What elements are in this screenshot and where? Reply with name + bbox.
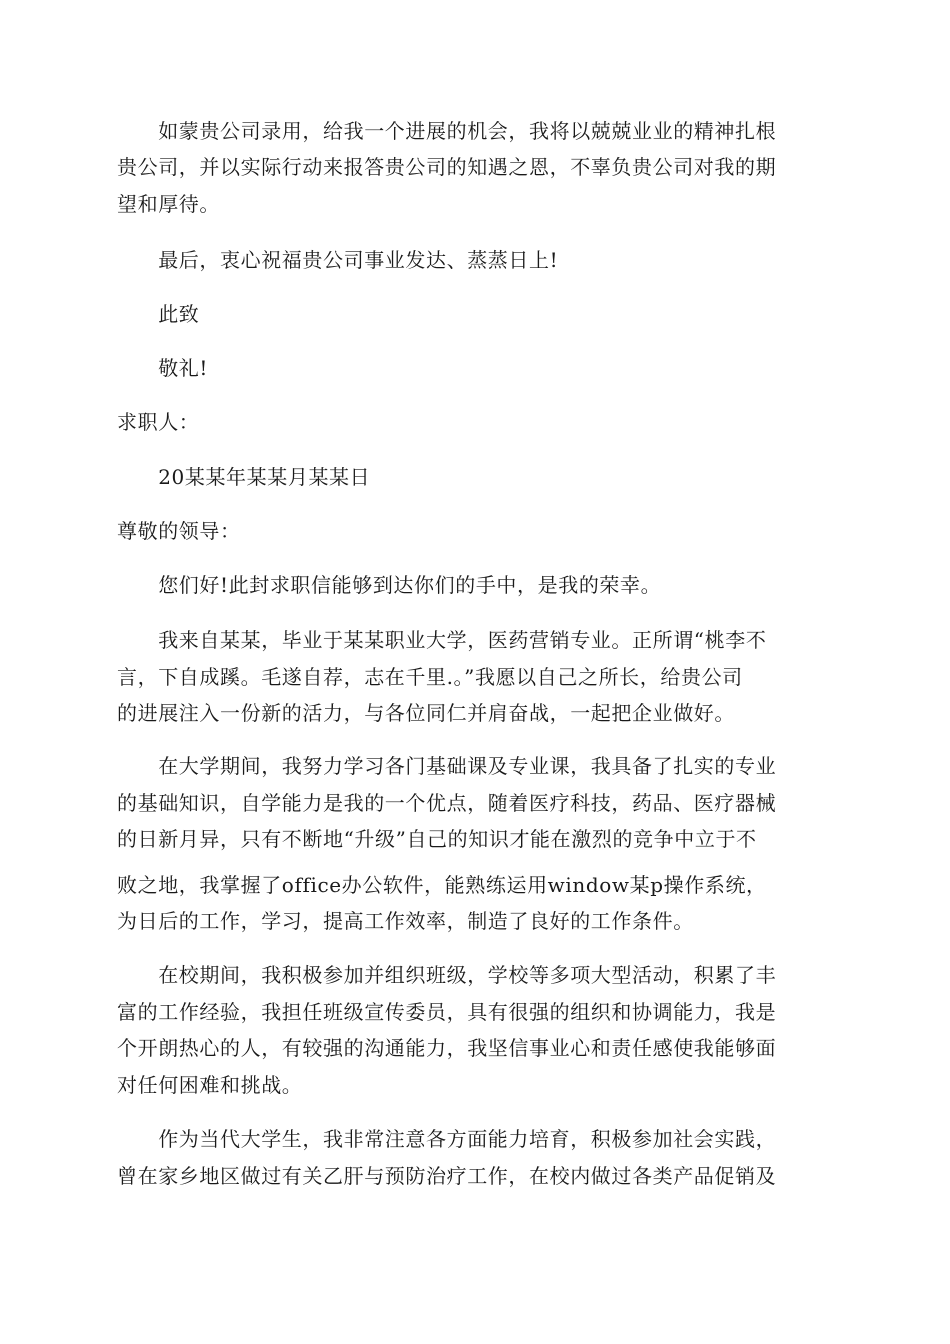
- text-line: 在校期间，我积极参加并组织班级，学校等多项大型活动，积累了丰: [117, 963, 777, 987]
- text-line: 我来自某某，毕业于某某职业大学，医药营销专业。正所谓“桃李不: [117, 628, 767, 652]
- text-line: 对任何困难和挑战。: [117, 1073, 303, 1097]
- text-line: 个开朗热心的人，有较强的沟通能力，我坚信事业心和责任感使我能够面: [117, 1036, 777, 1060]
- text-line: 望和厚待。: [117, 192, 220, 216]
- text-line: 作为当代大学生，我非常注意各方面能力培育，积极参加社会实践，: [117, 1127, 777, 1151]
- text-line: 20某某年某某月某某日: [117, 465, 371, 489]
- text-line: 最后，衷心祝福贵公司事业发达、蒸蒸日上!: [117, 248, 559, 272]
- text-line: 敬礼!: [117, 356, 209, 380]
- text-line: 的日新月异，只有不断地“升级”自己的知识才能在激烈的竞争中立于不: [117, 827, 757, 851]
- text-line: 的基础知识，自学能力是我的一个优点，随着医疗科技，药品、医疗器械: [117, 791, 777, 815]
- text-line: 为日后的工作，学习，提高工作效率，制造了良好的工作条件。: [117, 909, 694, 933]
- text-line: 的进展注入一份新的活力，与各位同仁并肩奋战，一起把企业做好。: [117, 701, 735, 725]
- text-line: 如蒙贵公司录用，给我一个进展的机会，我将以兢兢业业的精神扎根: [117, 119, 777, 143]
- text-line: 您们好!此封求职信能够到达你们的手中，是我的荣幸。: [117, 573, 662, 597]
- text-line: 此致: [117, 302, 200, 326]
- text-line: 富的工作经验，我担任班级宣传委员，具有很强的组织和协调能力，我是: [117, 1000, 777, 1024]
- text-line: 曾在家乡地区做过有关乙肝与预防治疗工作，在校内做过各类产品促销及: [117, 1164, 777, 1188]
- text-line: 求职人：: [117, 410, 200, 434]
- text-line: 败之地，我掌握了office办公软件，能熟练运用window某p操作系统，: [117, 873, 767, 897]
- text-line: 贵公司，并以实际行动来报答贵公司的知遇之恩，不辜负贵公司对我的期: [117, 155, 777, 179]
- text-line: 在大学期间，我努力学习各门基础课及专业课，我具备了扎实的专业: [117, 754, 777, 778]
- text-line: 言，下自成蹊。毛遂自荐，志在千里.。”我愿以自己之所长，给贵公司: [117, 665, 743, 689]
- text-line: 尊敬的领导：: [117, 519, 241, 543]
